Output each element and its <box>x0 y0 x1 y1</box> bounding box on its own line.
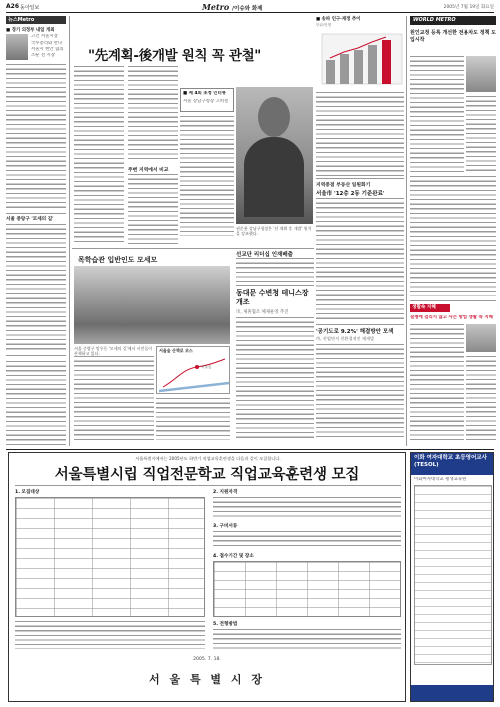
side-ad-footer-band <box>411 685 493 701</box>
park-photo <box>74 266 230 344</box>
right-photo <box>466 56 496 92</box>
official-photo-head <box>258 97 290 137</box>
left-divider-2 <box>6 355 66 356</box>
map-marker <box>195 365 199 369</box>
chart-col-divider <box>316 178 404 179</box>
photo-caption: 권문용 강남구청장은 '선 계획 후 개발' 원칙을 강조했다. <box>236 226 312 237</box>
ad-text-5 <box>213 629 401 649</box>
side-ad-banner <box>411 453 493 475</box>
photo-article-text <box>74 356 154 440</box>
wisdom-box-title <box>410 304 450 312</box>
park-photo-caption: 서울 중랑구 망우동 '모세의 길'에서 시민들이 산책하고 있다. <box>74 346 153 357</box>
page-number: A26 <box>6 3 19 10</box>
main-headline: "先계획-後개발 원칙 꼭 관철" <box>88 48 262 64</box>
a4-divider <box>316 324 404 325</box>
issue-date: 2005년 7월 19일 화요일 <box>443 4 494 10</box>
a2-text <box>236 317 314 440</box>
left-text-block-1 <box>6 64 66 210</box>
ad-table-2 <box>213 561 401 617</box>
chart-bar <box>368 45 377 84</box>
ad-section-2: 2. 지원자격 <box>213 490 238 495</box>
chart-panel <box>316 16 404 92</box>
official-photo-body <box>244 137 304 217</box>
wisdom-subtitle: 질병에 걸리지 않고 사는 방법 생활 속 지혜 <box>410 315 493 320</box>
ad-date: 2005. 7. 18. <box>193 657 221 662</box>
person-items <box>31 41 66 60</box>
photo-article-text-2 <box>156 398 230 440</box>
paper-name: 동아일보 <box>20 4 40 11</box>
map-river <box>159 383 229 391</box>
a4-title: '공기도로 9.2%' 해결방안 모색 <box>316 329 394 335</box>
left-text-block-3 <box>6 361 66 446</box>
side-ad <box>410 452 494 702</box>
side-ad-table <box>414 485 492 665</box>
ad-tagline: 서울특별시에서는 2005년도 하반기 직업교육훈련생을 다음과 같이 모집합니다. <box>135 456 281 461</box>
column-divider-right <box>406 16 407 446</box>
a4-sub: 市, 산업단지 친환경적인 재개발 <box>316 336 375 341</box>
header-rule <box>6 12 494 13</box>
map-svg <box>159 355 229 393</box>
ad-section-3: 3. 구비서류 <box>213 524 238 529</box>
main-text-col-3 <box>180 116 234 236</box>
interview-tag: ■ 제 4회 초청 인터뷰 <box>183 91 227 96</box>
ad-footer: 서 울 특 별 시 장 <box>149 673 265 686</box>
network-title: 서울 중랑구 '모세의 길' <box>6 217 54 222</box>
right-text-block-2 <box>466 96 496 172</box>
chart-text-col <box>316 92 404 176</box>
right-column <box>410 16 496 446</box>
mid-rule <box>72 248 314 249</box>
official-photo <box>236 87 313 224</box>
news-metro-title: 뉴스Metro <box>8 17 35 23</box>
section-heading: 주변 지역에서 비교 <box>128 168 169 173</box>
list-item: 조순 전 시장 <box>31 53 55 59</box>
chart-title: ■ 송파 인구·재정 추이 <box>316 17 361 22</box>
masthead <box>6 2 494 12</box>
wisdom-title: 생활속 지혜 <box>412 305 436 310</box>
left-column <box>6 16 66 448</box>
ad-section-1: 1. 모집대상 <box>15 490 40 495</box>
a2-sub: 市, 제휴협조 체제운영 추진 <box>236 310 289 315</box>
main-text-col-2 <box>128 66 178 162</box>
right-divider <box>410 300 496 301</box>
a3-text <box>316 198 404 322</box>
recruitment-ad <box>8 452 406 702</box>
route-map <box>156 346 230 394</box>
a1-text <box>236 258 314 282</box>
person-name: 고건 서울시장 <box>31 34 58 39</box>
chart-bar <box>354 50 363 84</box>
wisdom-photo <box>466 324 496 352</box>
photo-article-headline: 목학습관 입반인도 모세모 <box>78 256 158 264</box>
a1-title: 선교단 리더십 인재배출 <box>236 252 293 258</box>
chart-bar <box>382 40 391 84</box>
right-text-block-4 <box>410 324 464 442</box>
a3-sub: 서울市 '12층 2동 기준완료' <box>316 191 385 197</box>
a4-text <box>316 344 404 440</box>
ad-section-5: 5. 전형방법 <box>213 622 238 627</box>
ad-top-rule <box>6 449 494 450</box>
news-metro-label <box>6 16 66 24</box>
world-metro-logo <box>410 16 496 25</box>
side-ad-title: 이화 여자대학교 초등영어교사(TESOL) <box>414 455 487 468</box>
ad-title-rule <box>15 485 401 486</box>
section-logo: Metro <box>202 2 230 12</box>
map-label: 서울숲 <box>201 365 212 369</box>
map-title: 서울숲 산책로 코스 <box>159 348 193 353</box>
ad-section-4: 4. 접수기간 및 장소 <box>213 554 254 559</box>
interview-box <box>180 88 234 112</box>
interview-person: 서울 강남구청장 고희철 <box>183 99 229 104</box>
a2-title: 동대문 수변청 테니스장 개조 <box>236 289 309 306</box>
chart-note: 단위:만명 <box>316 23 332 27</box>
right-text-block-1 <box>410 56 464 172</box>
chart-svg <box>316 30 404 90</box>
mid-divider-a2 <box>236 285 314 286</box>
right-text-block-5 <box>466 356 496 442</box>
side-ad-sub: 이화여자대학교 평생교육원 <box>414 477 467 482</box>
chart-bar <box>340 54 349 84</box>
main-text-col-1 <box>74 66 124 244</box>
ad-text-2 <box>213 497 401 519</box>
list-item: 국무총리와 만나 <box>31 41 63 46</box>
left-divider-1 <box>6 213 66 214</box>
person-heading: ■ 경기 의정부 내일 개최 <box>6 28 55 33</box>
chart-bar <box>326 60 335 84</box>
person-photo <box>6 34 28 60</box>
map-route <box>163 359 225 387</box>
ad-text-1b <box>15 621 205 649</box>
right-text-block-3 <box>410 176 496 296</box>
right-headline: 원인교정 등록 개선한 전용차도 정책 도입시작 <box>410 30 496 43</box>
column-divider-left <box>69 16 70 446</box>
ad-title: 서울특별시립 직업전문학교 직업교육훈련생 모집 <box>54 467 360 483</box>
ad-table-1 <box>15 497 205 617</box>
section-name: /이슈와 화제 <box>232 5 263 12</box>
a3-title: 지역중점 부동산 일원화기 <box>316 183 371 188</box>
left-text-block-2 <box>6 224 66 352</box>
main-text-col-2b <box>128 174 178 244</box>
ad-text-3 <box>213 531 401 549</box>
list-item: 서울시 현안 협의 <box>31 47 64 53</box>
world-metro-label: WORLD METRO <box>413 17 456 23</box>
